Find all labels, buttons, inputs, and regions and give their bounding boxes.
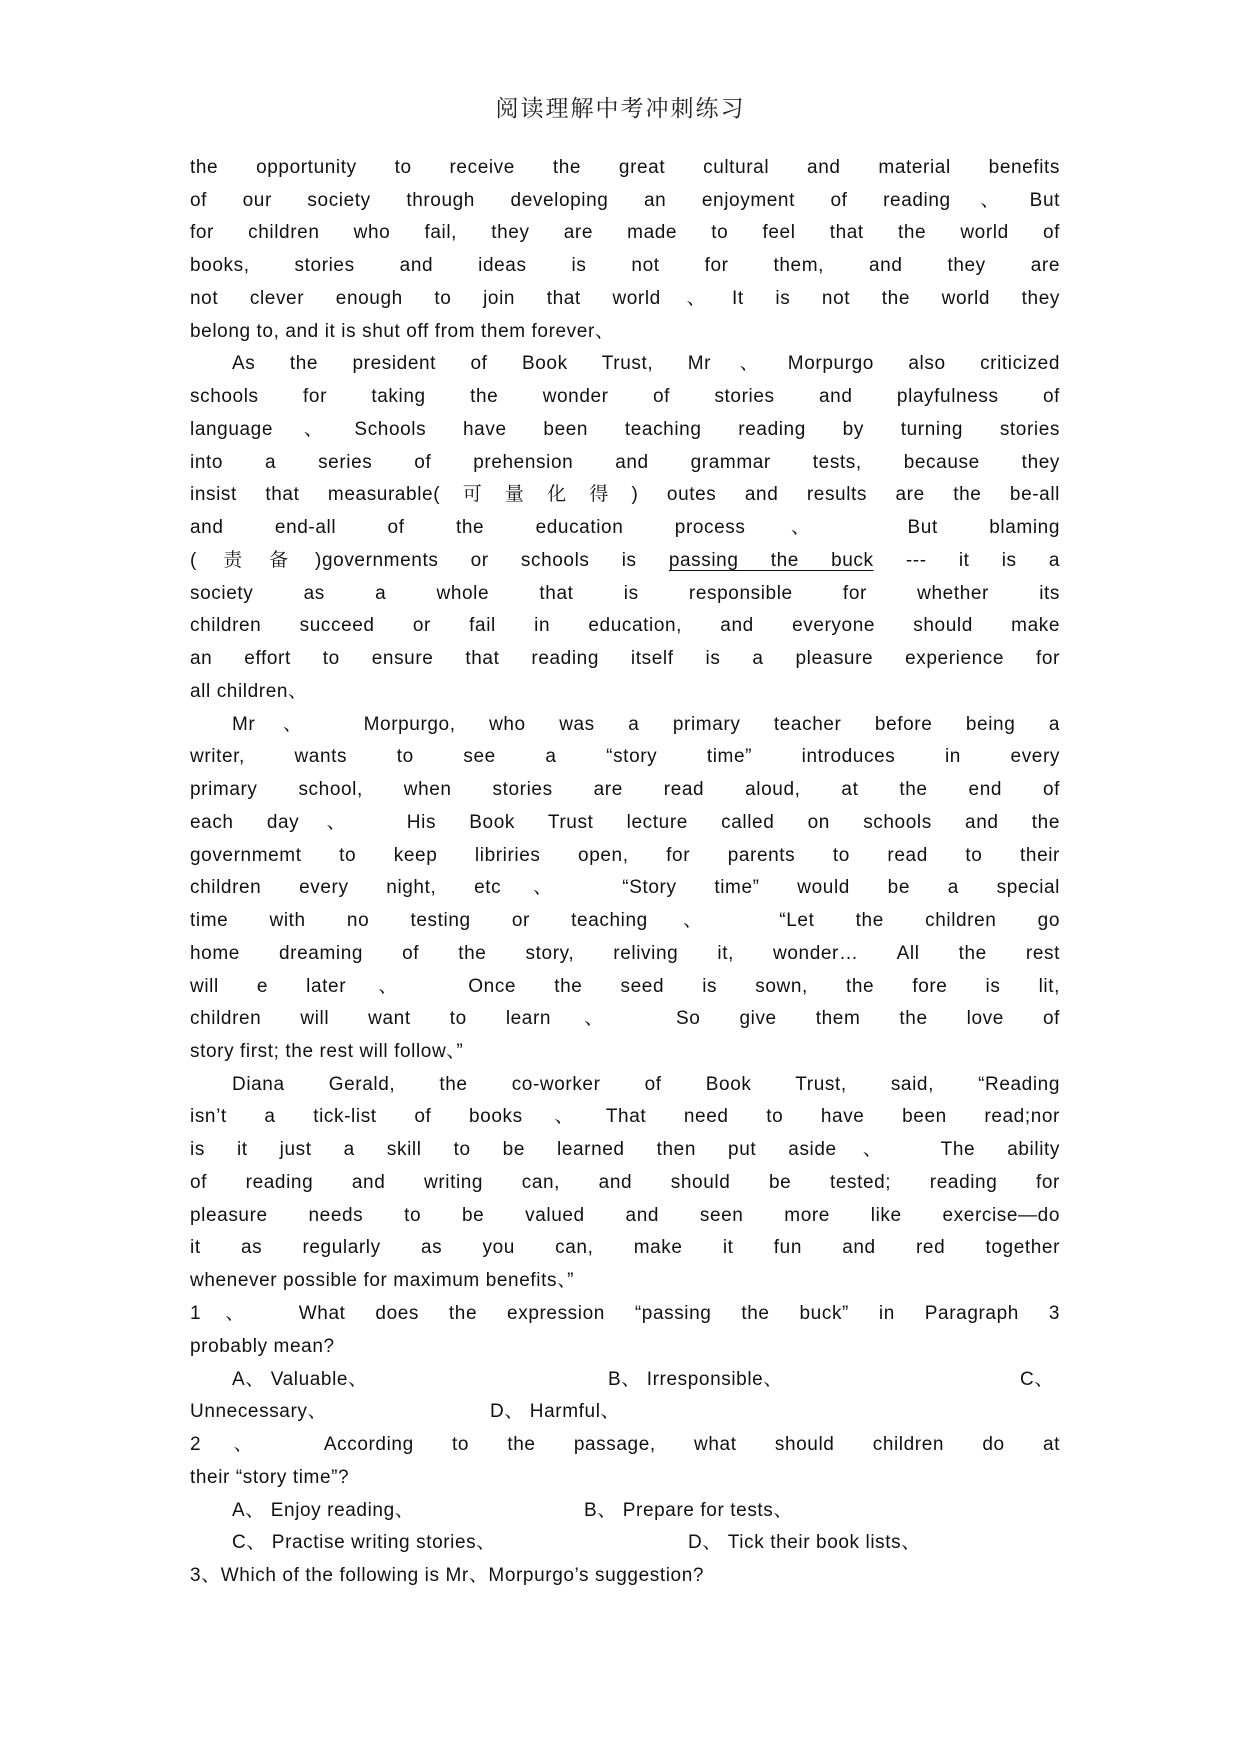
passage-line: the opportunity to receive the great cultural and material benefits <box>190 157 1060 178</box>
underlined-phrase: passing the buck <box>668 549 874 571</box>
passage-line: of our society through developing an enjoyment of reading、But <box>190 189 1060 211</box>
passage-line: language、Schools have been teaching reading by turning stories <box>190 418 1060 440</box>
q2-option-c[interactable]: C、 Practise writing stories、 <box>232 1532 496 1553</box>
q2-stem-line2: their “story time”? <box>190 1467 350 1488</box>
passage-line: society as a whole that is responsible for whether its <box>190 582 1060 604</box>
passage-line: pleasure needs to be valued and seen more like exercise—do <box>190 1204 1060 1226</box>
passage-line: Diana Gerald, the co-worker of Book Trust, said, “Reading <box>232 1073 1060 1095</box>
passage-line: children will want to learn、 So give them the love of <box>190 1008 1060 1030</box>
passage-line: will e later、 Once the seed is sown, the fore is lit, <box>190 975 1060 997</box>
q1-option-b[interactable]: B、 Irresponsible、 <box>608 1369 783 1390</box>
page-title: 阅读理解中考冲刺练习 <box>495 96 746 122</box>
passage-line: belong to, and it is shut off from them forever、 <box>190 320 615 342</box>
passage-line: each day、 His Book Trust lecture called on schools and the <box>190 811 1060 833</box>
q1-options-row1 <box>190 1365 1060 1395</box>
passage-line: whenever possible for maximum benefits、” <box>190 1270 575 1292</box>
line-segment: (责备)governments or schools is <box>190 549 669 571</box>
passage-line: children every night, etc、 “Story time” would be a special <box>190 877 1060 899</box>
q2-stem-line1: 2、 According to the passage, what should children do at <box>190 1434 1060 1455</box>
q1-option-d[interactable]: D、 Harmful、 <box>490 1401 621 1422</box>
q3-stem: 3、Which of the following is Mr、Morpurgo’s suggestion? <box>190 1565 705 1586</box>
passage-line: governmemt to keep libriries open, for parents to read to their <box>190 844 1060 866</box>
passage-line <box>190 546 1060 576</box>
passage-line: insist that measurable(可量化得) outes and results are the be-all <box>190 484 1060 506</box>
passage-line: books, stories and ideas is not for them, and they are <box>190 255 1060 277</box>
q1-options-row2 <box>190 1397 1060 1427</box>
q2-options-row1 <box>190 1496 1060 1526</box>
passage-line: all children、 <box>190 680 308 702</box>
line-segment: --- it is a <box>905 549 1060 571</box>
passage-line: an effort to ensure that reading itself is a pleasure experience for <box>190 648 1060 670</box>
q1-option-c-text[interactable]: Unnecessary、 <box>190 1401 328 1422</box>
passage-line: not clever enough to join that world、It is not the world they <box>190 287 1060 309</box>
q2-option-b[interactable]: B、 Prepare for tests、 <box>584 1500 794 1521</box>
q1-stem-line2: probably mean? <box>190 1336 335 1357</box>
passage-line: schools for taking the wonder of stories and playfulness of <box>190 386 1060 408</box>
q2-option-a[interactable]: A、 Enjoy reading、 <box>232 1500 415 1521</box>
q2-option-d[interactable]: D、 Tick their book lists、 <box>688 1532 921 1553</box>
passage-line: Mr、 Morpurgo, who was a primary teacher before being a <box>232 713 1060 735</box>
passage-line: for children who fail, they are made to feel that the world of <box>190 222 1060 244</box>
passage-line: writer, wants to see a “story time” introduces in every <box>190 746 1060 768</box>
passage-line: is it just a skill to be learned then put aside、 The ability <box>190 1139 1060 1161</box>
passage-line: home dreaming of the story, reliving it, wonder… All the rest <box>190 942 1060 964</box>
passage-line: it as regularly as you can, make it fun and red together <box>190 1237 1060 1259</box>
passage-line: story first; the rest will follow、” <box>190 1040 464 1062</box>
q1-stem-line1: 1、 What does the expression “passing the buck” in Paragraph 3 <box>190 1303 1060 1324</box>
q1-option-c-label[interactable]: C、 <box>1020 1369 1054 1390</box>
passage-line: children succeed or fail in education, and everyone should make <box>190 615 1060 637</box>
passage-line: time with no testing or teaching、 “Let the children go <box>190 910 1060 932</box>
passage-line: of reading and writing can, and should be tested; reading for <box>190 1171 1060 1193</box>
q2-options-row2 <box>190 1528 1060 1558</box>
passage-line: As the president of Book Trust, Mr、Morpurgo also criticized <box>232 353 1060 375</box>
passage-line: primary school, when stories are read aloud, at the end of <box>190 779 1060 801</box>
q1-option-a[interactable]: A、 Valuable、 <box>232 1369 368 1390</box>
passage-line: isn’t a tick-list of books、That need to have been read;nor <box>190 1106 1060 1128</box>
passage-line: into a series of prehension and grammar tests, because they <box>190 451 1060 473</box>
passage-line: and end-all of the education process、 But blaming <box>190 517 1060 539</box>
